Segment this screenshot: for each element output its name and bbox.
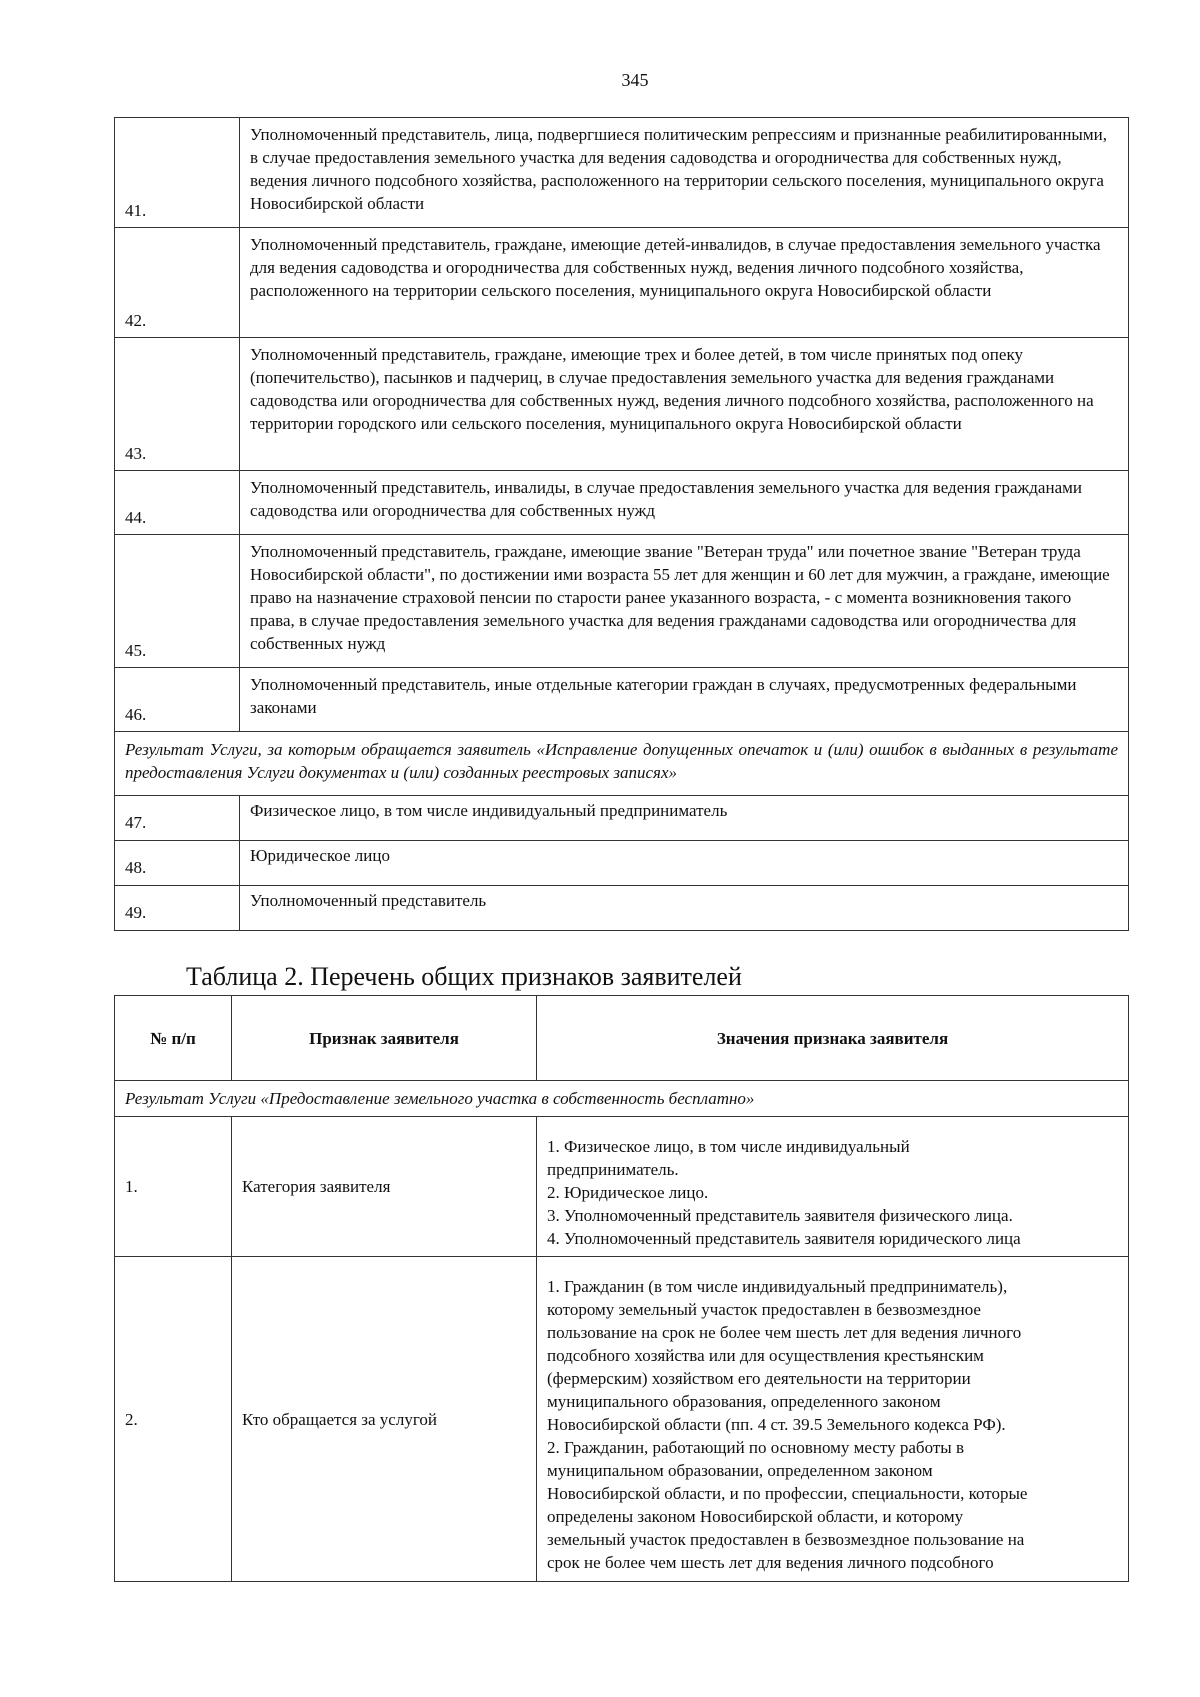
table-row (115, 471, 1129, 535)
value-line: муниципального образования, определенного законом (547, 1392, 941, 1411)
row-description: Уполномоченный представитель, граждане, имеющие детей-инвалидов, в случае предоставления земельного участка для ведения садоводства и огородничества для собственных нужд, ведения личного подсобного хозяйства, расположенного на территории сельского поселения, муниципального округа Новосибирской области (240, 228, 1129, 338)
value-line: 3. Уполномоченный представитель заявителя физического лица. (547, 1206, 1013, 1225)
value-line: земельный участок предоставлен в безвозмездное пользование на (547, 1530, 1025, 1549)
value-line: 2. Гражданин, работающий по основному месту работы в (547, 1438, 964, 1457)
value-line: 4. Уполномоченный представитель заявителя юридического лица (547, 1229, 1021, 1248)
common-applicant-attributes-table (114, 995, 1129, 1582)
row-values (537, 1117, 1129, 1257)
column-header-number: № п/п (115, 996, 232, 1081)
value-line: 2. Юридическое лицо. (547, 1183, 709, 1202)
row-description: Уполномоченный представитель, граждане, имеющие звание "Ветеран труда" или почетное звание "Ветеран труда Новосибирской области", по достижении ими возраста 55 лет для женщин и 60 лет для мужчин, а граждане, имеющие право на назначение страховой пенсии по старости ранее указанного возраста, - с момента возникновения такого права, в случае предоставления земельного участка для ведения гражданами садоводства или огородничества для собственных нужд (240, 535, 1129, 668)
row-number: 49. (115, 886, 240, 931)
section-heading: Результат Услуги, за которым обращается заявитель «Исправление допущенных опечаток и (или) ошибок в выданных в результате предоставления Услуги документах и (или) созданных реестровых записях» (115, 732, 1129, 796)
row-number: 2. (115, 1257, 232, 1582)
row-attribute: Кто обращается за услугой (232, 1257, 537, 1582)
page-number: 345 (621, 70, 649, 90)
row-number: 44. (115, 471, 240, 535)
header-row (115, 996, 1129, 1081)
section-heading: Результат Услуги «Предоставление земельного участка в собственность бесплатно» (115, 1081, 1129, 1117)
value-line: муниципальном образовании, определенном законом (547, 1461, 933, 1480)
value-line: (фермерским) хозяйством его деятельности на территории (547, 1369, 971, 1388)
value-line: 1. Гражданин (в том числе индивидуальный предприниматель), (547, 1277, 1008, 1296)
table-row (115, 338, 1129, 471)
row-description: Уполномоченный представитель, граждане, имеющие трех и более детей, в том числе принятых под опеку (попечительство), пасынков и падчериц, в случае предоставления земельного участка для ведения гражданами садоводства или огородничества для собственных нужд, ведения личного подсобного хозяйства, расположенного на территории городского или сельского поселения, муниципального округа Новосибирской области (240, 338, 1129, 471)
table-row (115, 535, 1129, 668)
table-caption: Таблица 2. Перечень общих признаков заявителей (186, 962, 742, 991)
row-description: Уполномоченный представитель, лица, подвергшиеся политическим репрессиям и признанные реабилитированными, в случае предоставления земельного участка для ведения садоводства и огородничества для собственных нужд, ведения личного подсобного хозяйства, расположенного на территории сельского поселения, муниципального округа Новосибирской области (240, 118, 1129, 228)
value-line: срок не более чем шесть лет для ведения личного подсобного (547, 1553, 994, 1572)
value-line: пользование на срок не более чем шесть лет для ведения личного (547, 1323, 1022, 1342)
table-row (115, 228, 1129, 338)
row-number: 41. (115, 118, 240, 228)
value-line: определены законом Новосибирской области, и которому (547, 1507, 964, 1526)
row-description: Уполномоченный представитель (240, 886, 1129, 931)
value-line: которому земельный участок предоставлен в безвозмездное (547, 1300, 981, 1319)
row-number: 48. (115, 841, 240, 886)
table-row (115, 1257, 1129, 1582)
row-description: Физическое лицо, в том числе индивидуальный предприниматель (240, 796, 1129, 841)
row-description: Уполномоченный представитель, иные отдельные категории граждан в случаях, предусмотренных федеральными законами (240, 668, 1129, 732)
table-row (115, 118, 1129, 228)
row-number: 42. (115, 228, 240, 338)
row-number: 1. (115, 1117, 232, 1257)
value-line: предприниматель. (547, 1160, 679, 1179)
table-row (115, 886, 1129, 931)
row-values (537, 1257, 1129, 1582)
row-number: 45. (115, 535, 240, 668)
table-row (115, 1117, 1129, 1257)
row-number: 43. (115, 338, 240, 471)
value-line: Новосибирской области, и по профессии, специальности, которые (547, 1484, 1028, 1503)
row-description: Уполномоченный представитель, инвалиды, в случае предоставления земельного участка для ведения гражданами садоводства или огородничества для собственных нужд (240, 471, 1129, 535)
column-header-attribute: Признак заявителя (232, 996, 537, 1081)
section-heading-row (115, 732, 1129, 796)
section-heading-row (115, 1081, 1129, 1117)
table-row (115, 841, 1129, 886)
column-header-values: Значения признака заявителя (537, 996, 1129, 1081)
row-description: Юридическое лицо (240, 841, 1129, 886)
row-attribute: Категория заявителя (232, 1117, 537, 1257)
value-line: подсобного хозяйства или для осуществления крестьянским (547, 1346, 984, 1365)
value-line: Новосибирской области (пп. 4 ст. 39.5 Земельного кодекса РФ). (547, 1415, 1006, 1434)
applicants-table-continued (114, 117, 1129, 931)
row-number: 47. (115, 796, 240, 841)
table-row (115, 796, 1129, 841)
row-number: 46. (115, 668, 240, 732)
table-row (115, 668, 1129, 732)
value-line: 1. Физическое лицо, в том числе индивидуальный (547, 1137, 910, 1156)
